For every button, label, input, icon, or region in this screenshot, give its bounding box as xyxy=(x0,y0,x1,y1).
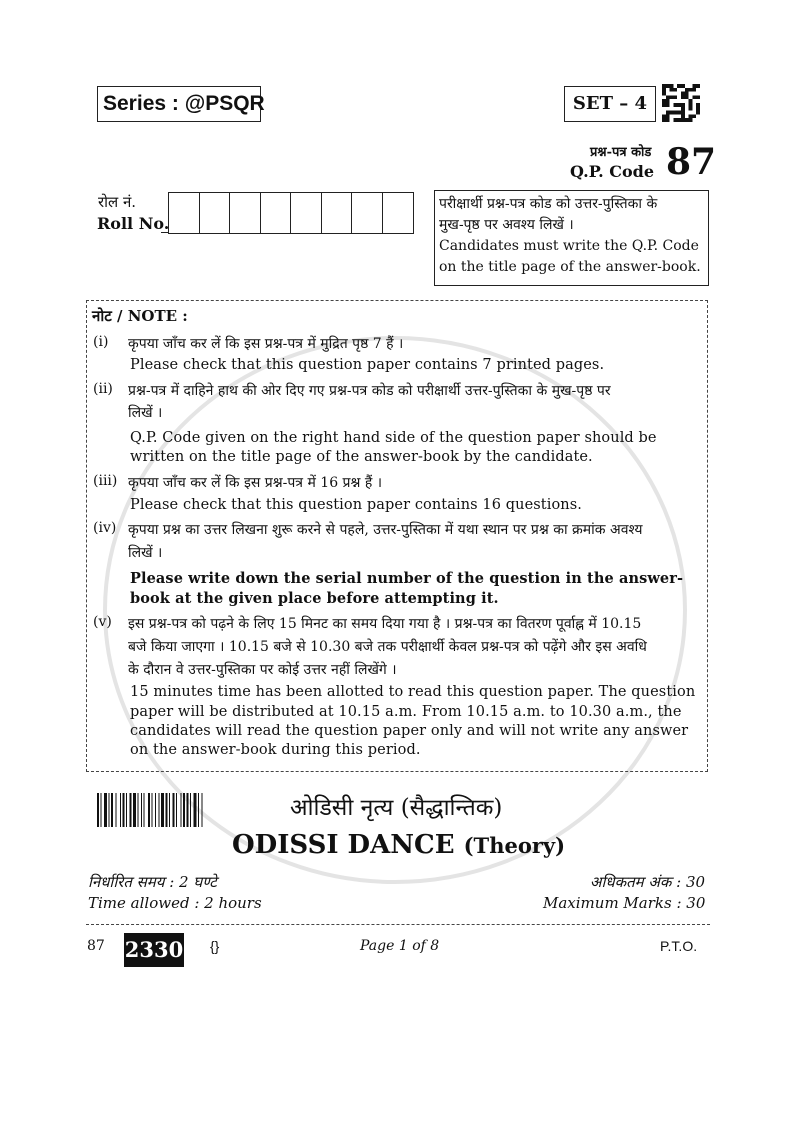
pto-label: P.T.O. xyxy=(660,938,698,954)
time-allowed: Time allowed : 2 hours xyxy=(88,894,262,912)
roll-number-boxes[interactable] xyxy=(168,192,414,234)
qp-code-value: 87 xyxy=(666,141,717,183)
qp-code-instruction-box xyxy=(434,190,709,286)
roll-digit-box[interactable] xyxy=(200,193,231,233)
note-english-text: Please check that this question paper contains 7 printed pages. xyxy=(130,357,605,373)
note-number: (i) xyxy=(93,334,109,350)
note-title: नोट / NOTE : xyxy=(92,307,188,325)
instruction-line: Candidates must write the Q.P. Code xyxy=(439,238,699,254)
note-number: (iii) xyxy=(93,473,118,489)
note-hindi-text: कृपया प्रश्न का उत्तर लिखना शुरू करने से पहले, उत्तर-पुस्तिका में यथा स्थान पर प्रश्न का क्रमांक अवश्य xyxy=(128,522,643,538)
note-english-text: Please check that this question paper contains 16 questions. xyxy=(130,497,582,513)
note-english-text: candidates will read the question paper only and will not write any answer xyxy=(130,723,689,739)
instruction-line: on the title page of the answer-book. xyxy=(439,259,701,275)
note-hindi-text: लिखें । xyxy=(128,545,163,561)
footer-divider xyxy=(86,924,710,925)
note-english-text: 15 minutes time has been allotted to read this question paper. The question xyxy=(130,684,696,700)
subject-title-english xyxy=(232,830,565,860)
instruction-line: परीक्षार्थी प्रश्न-पत्र कोड को उत्तर-पुस्तिका के xyxy=(439,196,658,212)
roll-digit-box[interactable] xyxy=(383,193,414,233)
roll-digit-box[interactable] xyxy=(230,193,261,233)
roll-digit-box[interactable] xyxy=(169,193,200,233)
note-english-text: written on the title page of the answer-book by the candidate. xyxy=(130,449,593,465)
note-hindi-text: लिखें । xyxy=(128,405,163,421)
note-english-text: paper will be distributed at 10.15 a.m. From 10.15 a.m. to 10.30 a.m., the xyxy=(130,704,682,720)
note-english-text: Please write down the serial number of the question in the answer- xyxy=(130,570,684,587)
qp-code-hindi: प्रश्न-पत्र कोड xyxy=(590,145,652,160)
instruction-line: मुख-पृष्ठ पर अवश्य लिखें । xyxy=(439,217,574,233)
note-hindi-text: इस प्रश्न-पत्र को पढ़ने के लिए 15 मिनट का समय दिया गया है । प्रश्न-पत्र का वितरण पूर्वाह्न में 10.15 xyxy=(128,616,642,632)
max-marks-hindi: अधिकतम अंक : 30 xyxy=(590,873,706,891)
note-hindi-text: बजे किया जाएगा । 10.15 बजे से 10.30 बजे तक परीक्षार्थी केवल प्रश्न-पत्र को पढ़ेंगे और इस अवधि xyxy=(128,639,647,655)
max-marks: Maximum Marks : 30 xyxy=(543,894,706,912)
note-number: (v) xyxy=(93,614,112,630)
subject-title-sub: (Theory) xyxy=(463,833,566,858)
note-hindi-text: कृपया जाँच कर लें कि इस प्रश्न-पत्र में मुद्रित पृष्ठ 7 हैं । xyxy=(128,336,404,352)
roll-number-hindi: रोल नं. xyxy=(98,193,137,211)
roll-digit-box[interactable] xyxy=(322,193,353,233)
series-box xyxy=(97,86,265,122)
time-allowed-hindi: निर्धारित समय : 2 घण्टे xyxy=(88,873,217,891)
roll-digit-box[interactable] xyxy=(261,193,292,233)
note-english-text: book at the given place before attempting it. xyxy=(130,590,499,607)
note-hindi-text: के दौरान वे उत्तर-पुस्तिका पर कोई उत्तर नहीं लिखेंगे । xyxy=(128,662,397,678)
roll-digit-box[interactable] xyxy=(352,193,383,233)
note-english-text: on the answer-book during this period. xyxy=(130,742,421,758)
footer-code: 87 xyxy=(87,938,105,954)
set-label: SET – 4 xyxy=(572,93,648,114)
note-hindi-text: कृपया जाँच कर लें कि इस प्रश्न-पत्र में 16 प्रश्न हैं । xyxy=(128,475,383,491)
barcode-icon xyxy=(97,793,257,827)
series-label: Series : @PSQR xyxy=(103,92,265,115)
paper-number-badge xyxy=(124,933,184,967)
qr-code-icon xyxy=(662,84,700,122)
subject-title-hindi: ओडिसी नृत्य (सैद्धान्तिक) xyxy=(290,795,503,821)
paper-number: 2330 xyxy=(124,937,184,962)
roll-number-label: Roll No. xyxy=(97,214,170,233)
qp-code-label: Q.P. Code xyxy=(570,162,655,181)
note-english-text: Q.P. Code given on the right hand side of the question paper should be xyxy=(130,430,657,446)
page-number: Page 1 of 8 xyxy=(360,938,440,954)
note-number: (iv) xyxy=(93,520,117,536)
set-box xyxy=(564,86,656,122)
footer-braces: {} xyxy=(210,938,220,954)
note-hindi-text: प्रश्न-पत्र में दाहिने हाथ की ओर दिए गए प्रश्न-पत्र कोड को परीक्षार्थी उत्तर-पुस्तिका के मुख-पृष्ठ पर xyxy=(128,383,611,399)
subject-title-main: ODISSI DANCE xyxy=(232,830,455,860)
roll-digit-box[interactable] xyxy=(291,193,322,233)
note-number: (ii) xyxy=(93,381,113,397)
